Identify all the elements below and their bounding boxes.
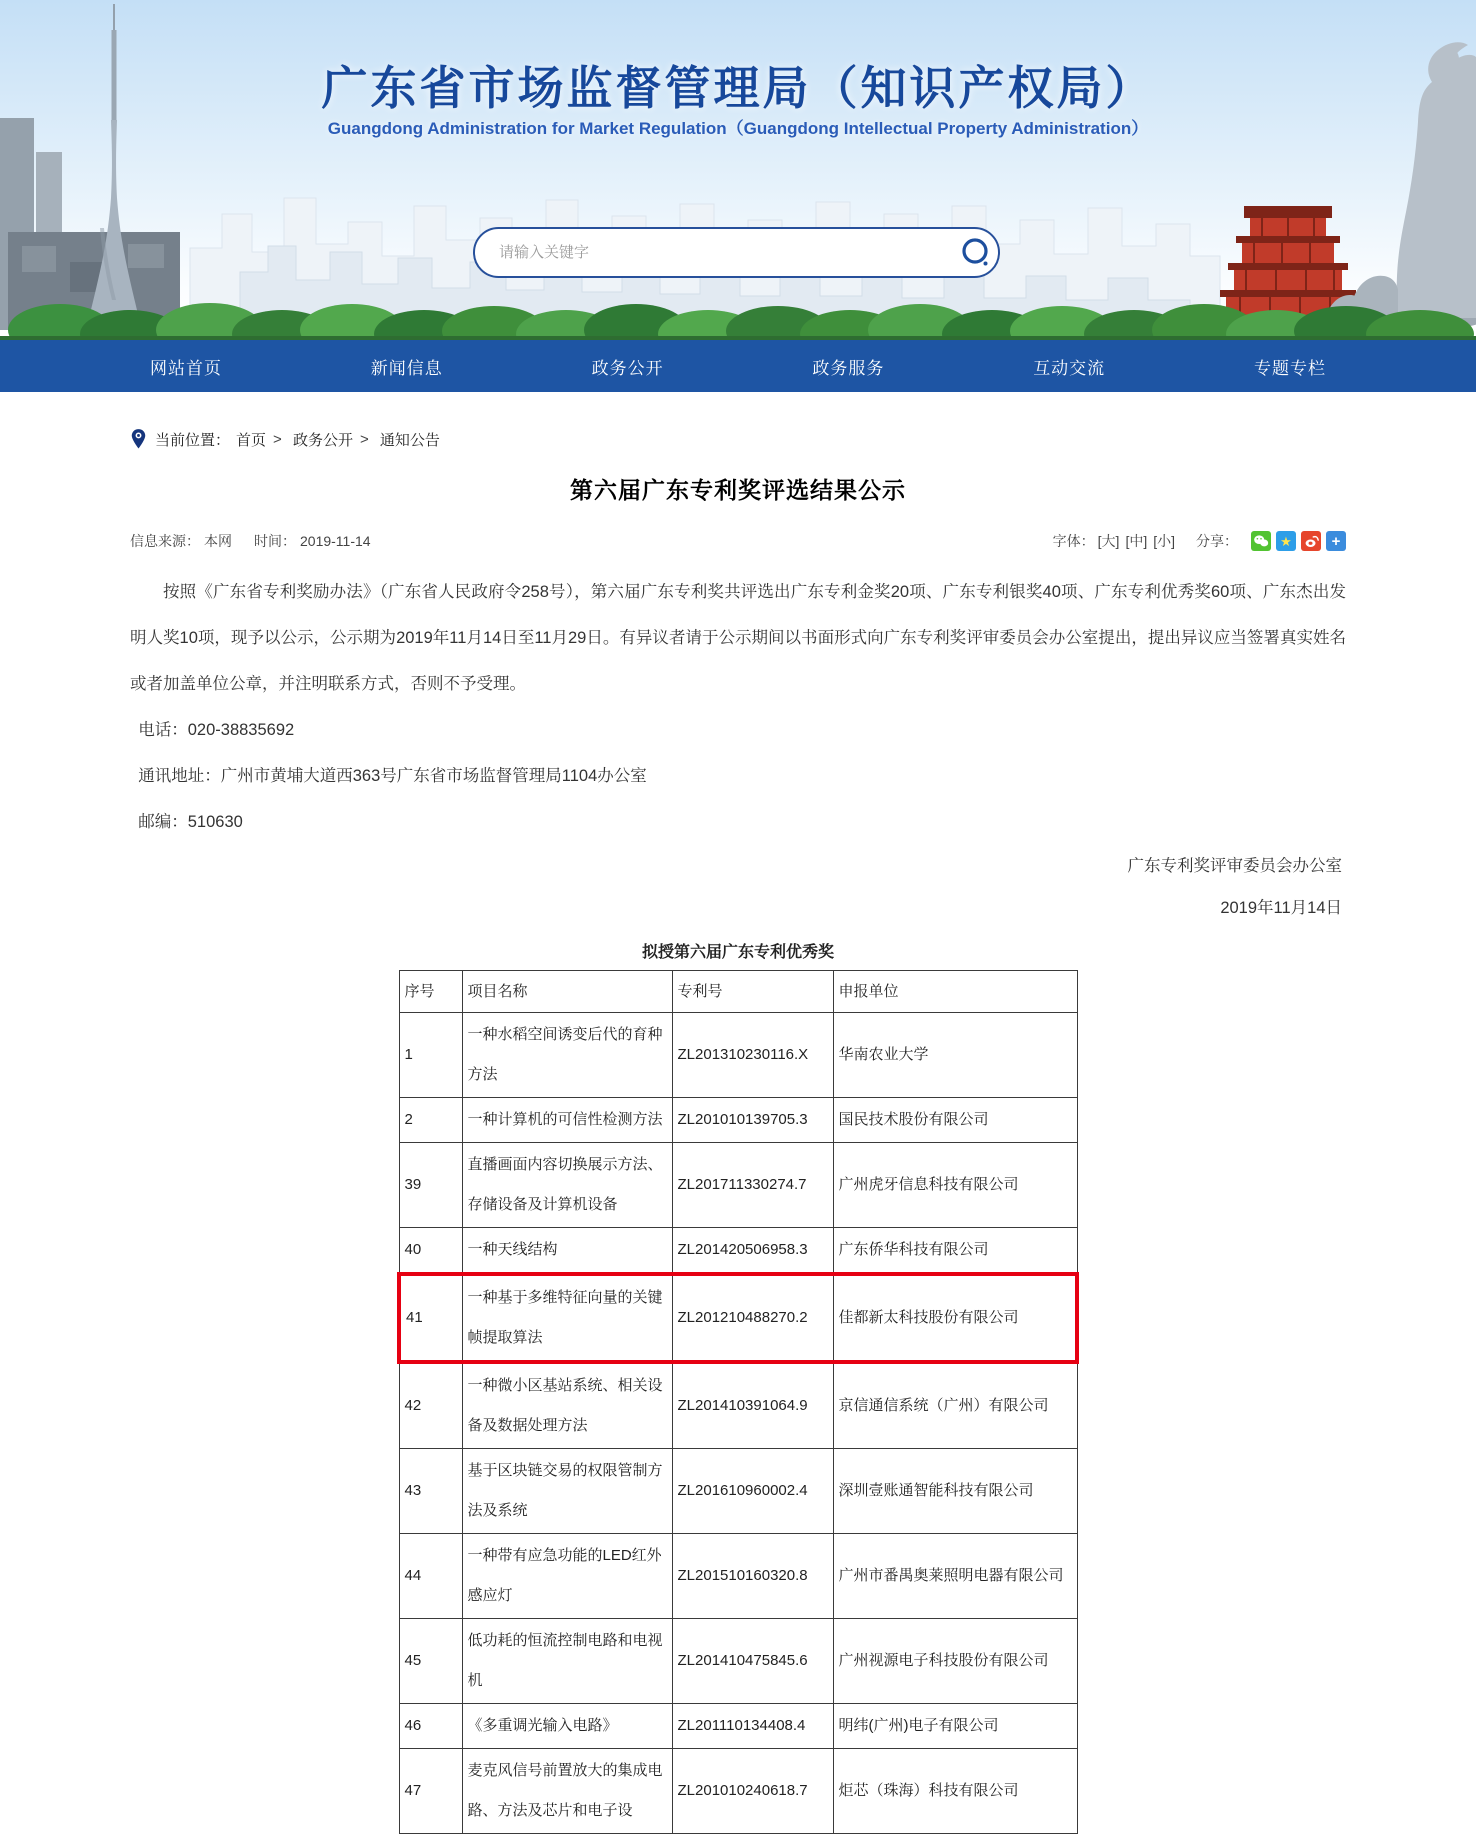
table-row-highlighted bbox=[399, 1274, 1077, 1362]
cell-organization: 广州虎牙信息科技有限公司 bbox=[833, 1143, 1077, 1228]
nav-item[interactable]: 互动交流 bbox=[1033, 358, 1106, 378]
font-size-medium-button[interactable]: [中] bbox=[1125, 533, 1148, 549]
weibo-icon[interactable] bbox=[1301, 531, 1321, 551]
table-row bbox=[399, 1098, 1077, 1143]
breadcrumb-separator: > bbox=[359, 430, 369, 448]
cell-no: 1 bbox=[399, 1013, 462, 1098]
source-label: 信息来源： bbox=[130, 533, 200, 549]
cell-patent-number: ZL201420506958.3 bbox=[672, 1228, 833, 1275]
cell-no: 44 bbox=[399, 1534, 462, 1619]
table-row bbox=[399, 1362, 1077, 1449]
search-button[interactable] bbox=[954, 231, 998, 275]
cell-organization: 佳都新太科技股份有限公司 bbox=[833, 1274, 1077, 1362]
cell-no: 41 bbox=[399, 1274, 462, 1362]
article-meta-left bbox=[130, 531, 375, 551]
cell-no: 42 bbox=[399, 1362, 462, 1449]
cell-organization: 广州市番禺奥莱照明电器有限公司 bbox=[833, 1534, 1077, 1619]
cell-patent-number: ZL201010240618.7 bbox=[672, 1749, 833, 1834]
table-row bbox=[399, 1013, 1077, 1098]
table-row bbox=[399, 1749, 1077, 1834]
cell-project-name: 麦克风信号前置放大的集成电路、方法及芯片和电子设 bbox=[462, 1749, 672, 1834]
cell-no: 43 bbox=[399, 1449, 462, 1534]
nav-item[interactable]: 新闻信息 bbox=[370, 358, 443, 378]
share-label: 分享： bbox=[1196, 533, 1238, 549]
table-caption: 拟授第六届广东专利优秀奖 bbox=[641, 944, 834, 961]
cell-patent-number: ZL201210488270.2 bbox=[672, 1274, 833, 1362]
font-size-large-button[interactable]: [大] bbox=[1097, 533, 1120, 549]
table-row bbox=[399, 1534, 1077, 1619]
article-title: 第六届广东专利奖评选结果公示 bbox=[570, 477, 906, 503]
breadcrumb-link[interactable]: 政务公开 bbox=[292, 431, 353, 449]
cell-organization: 广东侨华科技有限公司 bbox=[833, 1228, 1077, 1275]
col-header-org: 申报单位 bbox=[833, 971, 1077, 1013]
cell-organization: 深圳壹账通智能科技有限公司 bbox=[833, 1449, 1077, 1534]
cell-organization: 京信通信系统（广州）有限公司 bbox=[833, 1362, 1077, 1449]
cell-project-name: 一种天线结构 bbox=[462, 1228, 672, 1275]
table-row bbox=[399, 1704, 1077, 1749]
cell-no: 46 bbox=[399, 1704, 462, 1749]
search-bar bbox=[473, 227, 1000, 278]
cell-patent-number: ZL201510160320.8 bbox=[672, 1534, 833, 1619]
cell-patent-number: ZL201410391064.9 bbox=[672, 1362, 833, 1449]
content-area bbox=[0, 428, 1476, 1834]
cell-patent-number: ZL201010139705.3 bbox=[672, 1098, 833, 1143]
breadcrumb-items bbox=[236, 429, 440, 450]
signature-office: 广东专利奖评审委员会办公室 bbox=[1127, 857, 1342, 875]
table-row bbox=[399, 1228, 1077, 1275]
site-banner bbox=[0, 0, 1476, 340]
cell-no: 47 bbox=[399, 1749, 462, 1834]
breadcrumb-item bbox=[380, 429, 440, 450]
announcement-paragraph: 按照《广东省专利奖励办法》（广东省人民政府令258号），第六届广东专利奖共评选出广东专利金奖20项、广东专利银奖40项、广东专利优秀奖60项、广东杰出发明人奖10项，现予以公示，公示期为2019年11月14日至11月29日。有异议者请于公示期间以书面形式向广东专利奖评审委员会办公室提出，提出异议应当签署真实姓名或者加盖单位公章，并注明联系方式，否则不予受理。 bbox=[130, 583, 1346, 693]
col-header-patent: 专利号 bbox=[672, 971, 833, 1013]
cell-project-name: 一种计算机的可信性检测方法 bbox=[462, 1098, 672, 1143]
cell-project-name: 一种带有应急功能的LED红外感应灯 bbox=[462, 1534, 672, 1619]
cell-no: 2 bbox=[399, 1098, 462, 1143]
cell-project-name: 一种基于多维特征向量的关键帧提取算法 bbox=[462, 1274, 672, 1362]
cell-project-name: 直播画面内容切换展示方法、存储设备及计算机设备 bbox=[462, 1143, 672, 1228]
breadcrumb-link[interactable]: 通知公告 bbox=[379, 431, 440, 449]
nav-item[interactable]: 政务服务 bbox=[812, 358, 885, 378]
site-subtitle-english: Guangdong Administration for Market Regulation（Guangdong Intellectual Property Administration） bbox=[327, 119, 1149, 138]
cell-patent-number: ZL201110134408.4 bbox=[672, 1704, 833, 1749]
phone-line: 电话：020-38835692 bbox=[138, 721, 295, 739]
more-share-icon[interactable]: + bbox=[1326, 531, 1346, 551]
breadcrumb-item bbox=[293, 429, 376, 450]
cell-patent-number: ZL201410475845.6 bbox=[672, 1619, 833, 1704]
zipcode-line: 邮编：510630 bbox=[138, 813, 243, 831]
address-line: 通讯地址：广州市黄埔大道西363号广东省市场监督管理局1104办公室 bbox=[138, 767, 647, 785]
time-value: 2019-11-14 bbox=[300, 533, 371, 549]
nav-item[interactable]: 专题专栏 bbox=[1253, 358, 1326, 378]
breadcrumb-label: 当前位置： bbox=[155, 431, 231, 449]
wechat-icon[interactable] bbox=[1251, 531, 1271, 551]
signature-date: 2019年11月14日 bbox=[1220, 899, 1342, 917]
table-header-row bbox=[399, 971, 1077, 1013]
cell-organization: 国民技术股份有限公司 bbox=[833, 1098, 1077, 1143]
font-size-label: 字体： bbox=[1052, 533, 1095, 549]
cell-patent-number: ZL201310230116.X bbox=[672, 1013, 833, 1098]
cell-organization: 明纬(广州)电子有限公司 bbox=[833, 1704, 1077, 1749]
cell-no: 40 bbox=[399, 1228, 462, 1275]
cell-project-name: 《多重调光输入电路》 bbox=[462, 1704, 672, 1749]
cell-no: 45 bbox=[399, 1619, 462, 1704]
search-input[interactable] bbox=[475, 244, 954, 261]
qzone-icon[interactable]: ★ bbox=[1276, 531, 1296, 551]
article-body bbox=[130, 569, 1346, 845]
breadcrumb-item bbox=[236, 429, 289, 450]
cell-organization: 炬芯（珠海）科技有限公司 bbox=[833, 1749, 1077, 1834]
table-row bbox=[399, 1449, 1077, 1534]
site-title: 广东省市场监督管理局（知识产权局） bbox=[321, 62, 1155, 114]
cell-project-name: 一种水稻空间诱变后代的育种方法 bbox=[462, 1013, 672, 1098]
breadcrumb-separator: > bbox=[273, 430, 282, 448]
breadcrumb bbox=[130, 428, 1346, 450]
cell-project-name: 基于区块链交易的权限管制方法及系统 bbox=[462, 1449, 672, 1534]
cell-project-name: 一种微小区基站系统、相关设备及数据处理方法 bbox=[462, 1362, 672, 1449]
cell-organization: 华南农业大学 bbox=[833, 1013, 1077, 1098]
banner-cityscape-art bbox=[0, 0, 1476, 340]
cell-organization: 广州视源电子科技股份有限公司 bbox=[833, 1619, 1077, 1704]
nav-item[interactable]: 政务公开 bbox=[591, 358, 664, 378]
table-row bbox=[399, 1619, 1077, 1704]
breadcrumb-link[interactable]: 首页 bbox=[236, 431, 267, 449]
col-header-no: 序号 bbox=[399, 971, 462, 1013]
main-nav bbox=[0, 340, 1476, 392]
font-size-small-button[interactable]: [小] bbox=[1153, 533, 1175, 549]
cell-patent-number: ZL201610960002.4 bbox=[672, 1449, 833, 1534]
cell-no: 39 bbox=[399, 1143, 462, 1228]
time-label: 时间： bbox=[254, 533, 296, 549]
article-meta-right bbox=[1053, 531, 1346, 551]
cell-project-name: 低功耗的恒流控制电路和电视机 bbox=[462, 1619, 672, 1704]
location-pin-icon bbox=[130, 428, 147, 450]
search-icon bbox=[959, 236, 993, 270]
col-header-name: 项目名称 bbox=[462, 971, 672, 1013]
table-row bbox=[399, 1143, 1077, 1228]
cell-patent-number: ZL201711330274.7 bbox=[672, 1143, 833, 1228]
article-meta-row bbox=[130, 531, 1346, 551]
award-table bbox=[397, 970, 1079, 1834]
nav-item[interactable]: 网站首页 bbox=[150, 358, 222, 378]
source-value: 本网 bbox=[204, 533, 232, 549]
